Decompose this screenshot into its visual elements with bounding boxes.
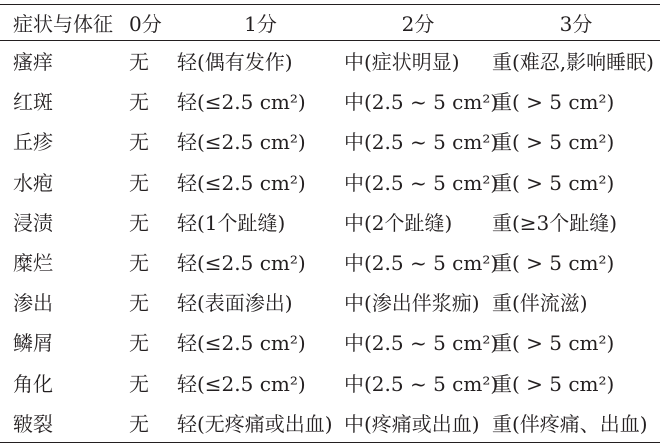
- score-0-cell: 无: [129, 50, 149, 75]
- score-2-cell: 中(2.5 ~ 5 cm²): [344, 170, 499, 195]
- header-score-3: 3分: [492, 5, 660, 41]
- score-3-cell: 重(难忍,影响睡眠): [492, 50, 654, 75]
- symptom-name: 水疱: [13, 170, 53, 195]
- score-3-cell: 重( > 5 cm²): [492, 331, 615, 356]
- table-row: [0, 362, 660, 402]
- header-score-0: 0分: [125, 5, 177, 41]
- symptom-name: 瘙痒: [13, 50, 53, 75]
- header-row: [0, 5, 660, 41]
- table-row: [0, 121, 660, 161]
- score-3-cell: 重(≥3个趾缝): [492, 210, 618, 235]
- score-1-cell: 轻(≤2.5 cm²): [177, 251, 306, 276]
- score-3-cell: 重( > 5 cm²): [492, 90, 615, 115]
- symptom-name: 糜烂: [13, 251, 53, 276]
- table-header: [0, 5, 660, 41]
- score-0-cell: 无: [129, 130, 149, 155]
- table-row: [0, 81, 660, 121]
- header-score-1: 1分: [177, 5, 344, 41]
- table-row: [0, 201, 660, 241]
- score-1-cell: 轻(偶有发作): [177, 50, 293, 75]
- score-1-cell: 轻(≤2.5 cm²): [177, 130, 306, 155]
- table-body: [0, 41, 660, 443]
- table-row: [0, 402, 660, 442]
- table-row: [0, 41, 660, 81]
- score-0-cell: 无: [129, 170, 149, 195]
- score-0-cell: 无: [129, 210, 149, 235]
- score-2-cell: 中(2.5 ~ 5 cm²): [344, 331, 499, 356]
- score-2-cell: 中(渗出伴浆痂): [344, 291, 480, 316]
- score-0-cell: 无: [129, 331, 149, 356]
- score-2-cell: 中(2个趾缝): [344, 210, 453, 235]
- symptom-name: 红斑: [13, 90, 53, 115]
- score-3-cell: 重( > 5 cm²): [492, 130, 615, 155]
- symptom-name: 渗出: [13, 291, 53, 316]
- score-0-cell: 无: [129, 90, 149, 115]
- header-symptom: 症状与体征: [0, 5, 125, 41]
- score-0-cell: 无: [129, 291, 149, 316]
- symptom-name: 皲裂: [0, 402, 125, 442]
- symptom-name: 浸渍: [13, 210, 53, 235]
- table-row: [0, 161, 660, 201]
- score-2-cell: 中(2.5 ~ 5 cm²): [344, 90, 499, 115]
- score-2-cell: 中(2.5 ~ 5 cm²): [344, 130, 499, 155]
- score-3-cell: 重(伴流滋): [492, 291, 588, 316]
- symptom-name: 鳞屑: [13, 331, 53, 356]
- score-2-cell: 中(疼痛或出血): [344, 402, 492, 442]
- score-1-cell: 轻(≤2.5 cm²): [177, 90, 306, 115]
- symptom-score-table: [0, 4, 660, 443]
- score-1-cell: 轻(≤2.5 cm²): [177, 371, 306, 396]
- score-2-cell: 中(2.5 ~ 5 cm²): [344, 371, 499, 396]
- score-3-cell: 重( > 5 cm²): [492, 371, 615, 396]
- score-0-cell: 无: [129, 251, 149, 276]
- header-score-2: 2分: [344, 5, 492, 41]
- table-row: [0, 322, 660, 362]
- score-1-cell: 轻(表面渗出): [177, 291, 293, 316]
- score-2-cell: 中(2.5 ~ 5 cm²): [344, 251, 499, 276]
- symptom-name: 角化: [13, 371, 53, 396]
- score-3-cell: 重( > 5 cm²): [492, 251, 615, 276]
- table-row: [0, 282, 660, 322]
- score-1-cell: 轻(≤2.5 cm²): [177, 170, 306, 195]
- score-0-cell: 无: [125, 402, 177, 442]
- score-2-cell: 中(症状明显): [344, 50, 460, 75]
- score-3-cell: 重(伴疼痛、出血): [492, 402, 660, 442]
- score-3-cell: 重( > 5 cm²): [492, 170, 615, 195]
- symptom-name: 丘疹: [13, 130, 53, 155]
- score-1-cell: 轻(无疼痛或出血): [177, 402, 344, 442]
- table-row: [0, 241, 660, 281]
- score-1-cell: 轻(1个趾缝): [177, 210, 286, 235]
- score-0-cell: 无: [129, 371, 149, 396]
- score-1-cell: 轻(≤2.5 cm²): [177, 331, 306, 356]
